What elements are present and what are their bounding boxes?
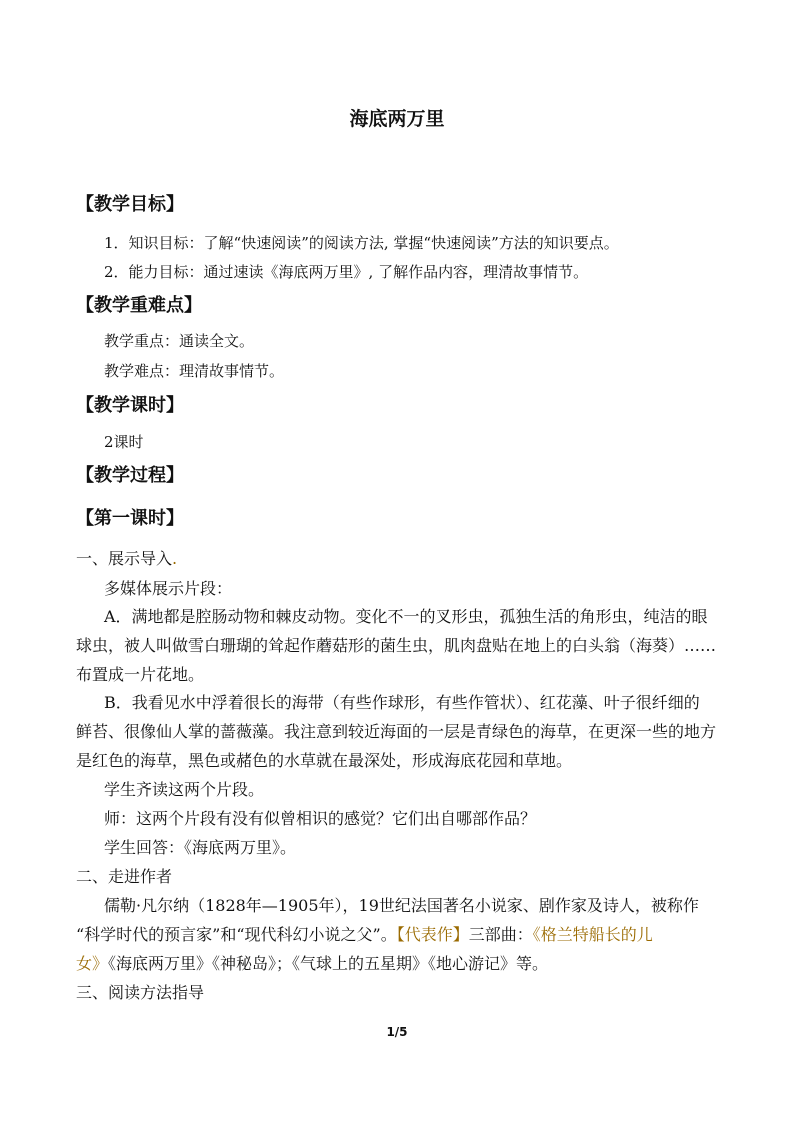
goal-knowledge: 1．知识目标：了解“快速阅读”的阅读方法, 掌握“快速阅读”方法的知识要点。 <box>104 234 619 252</box>
difficult-point: 教学难点：理清故事情节。 <box>104 362 285 380</box>
trilogy-label: 三部曲： <box>468 925 533 944</box>
author-line3 <box>76 951 548 974</box>
work-captain-grant-part2: 女》 <box>76 954 109 973</box>
part1-heading-text: 一、展示导入 <box>76 549 173 568</box>
author-line1: 儒勒·凡尔纳（1828年—1905年），19世纪法国著名小说家、剧作家及诗人，被称作 <box>104 896 699 915</box>
goal-ability: 2．能力目标：通过速读《海底两万里》, 了解作品内容，理清故事情节。 <box>104 263 589 281</box>
heading-teaching-process: 【教学过程】 <box>76 465 184 486</box>
excerpt-b-line2: 鲜苔、很像仙人掌的蔷薇藻。我注意到较近海面的一层是青绿色的海草，在更深一些的地方 <box>76 722 717 741</box>
part3-heading: 三、阅读方法指导 <box>76 983 205 1002</box>
part2-heading: 二、走进作者 <box>76 867 173 886</box>
heading-key-points: 【教学重难点】 <box>76 295 202 316</box>
key-point: 教学重点：通读全文。 <box>104 332 255 350</box>
excerpt-a-line3: 布置成一片花地。 <box>76 665 205 684</box>
works-list: 《海底两万里》《神秘岛》；《气球上的五星期》《地心游记》等。 <box>108 954 549 973</box>
part1-heading <box>76 546 177 569</box>
author-titles: “科学时代的预言家”和“现代科幻小说之父”。 <box>76 925 397 944</box>
representative-works-tag: 【代表作】 <box>396 925 469 944</box>
multimedia-intro: 多媒体展示片段： <box>104 579 233 598</box>
excerpt-b-line3: 是红色的海草，黑色或赭色的水草就在最深处，形成海底花园和草地。 <box>76 751 573 770</box>
heading-teaching-goals: 【教学目标】 <box>76 194 184 215</box>
page-number: 1/5 <box>386 1025 408 1039</box>
heading-first-lesson: 【第一课时】 <box>76 508 184 529</box>
work-captain-grant-part1: 《格兰特船长的儿 <box>532 925 653 944</box>
teacher-question: 师：这两个片段有没有似曾相识的感觉？它们出自哪部作品？ <box>104 809 537 828</box>
excerpt-b-line1: B．我看见水中浮着很长的海带（有些作球形，有些作管状）、红花藻、叶子很纤细的 <box>104 693 700 712</box>
students-answer: 学生回答：《海底两万里》。 <box>104 838 297 857</box>
heading-teaching-hours: 【教学课时】 <box>76 395 184 416</box>
teaching-hours-value: 2课时 <box>104 433 144 451</box>
excerpt-a-line2: 球虫，被人叫做雪白珊瑚的耸起作蘑菇形的菌生虫，肌肉盘贴在地上的白头翁（海葵）…… <box>76 636 717 655</box>
excerpt-a-line1: A．满地都是腔肠动物和棘皮动物。变化不一的叉形虫，孤独生活的角形虫，纯洁的眼 <box>104 607 708 626</box>
students-read: 学生齐读这两个片段。 <box>104 780 265 799</box>
part1-heading-dot: . <box>172 549 178 568</box>
author-line2 <box>76 922 653 945</box>
page-title: 海底两万里 <box>349 108 445 130</box>
